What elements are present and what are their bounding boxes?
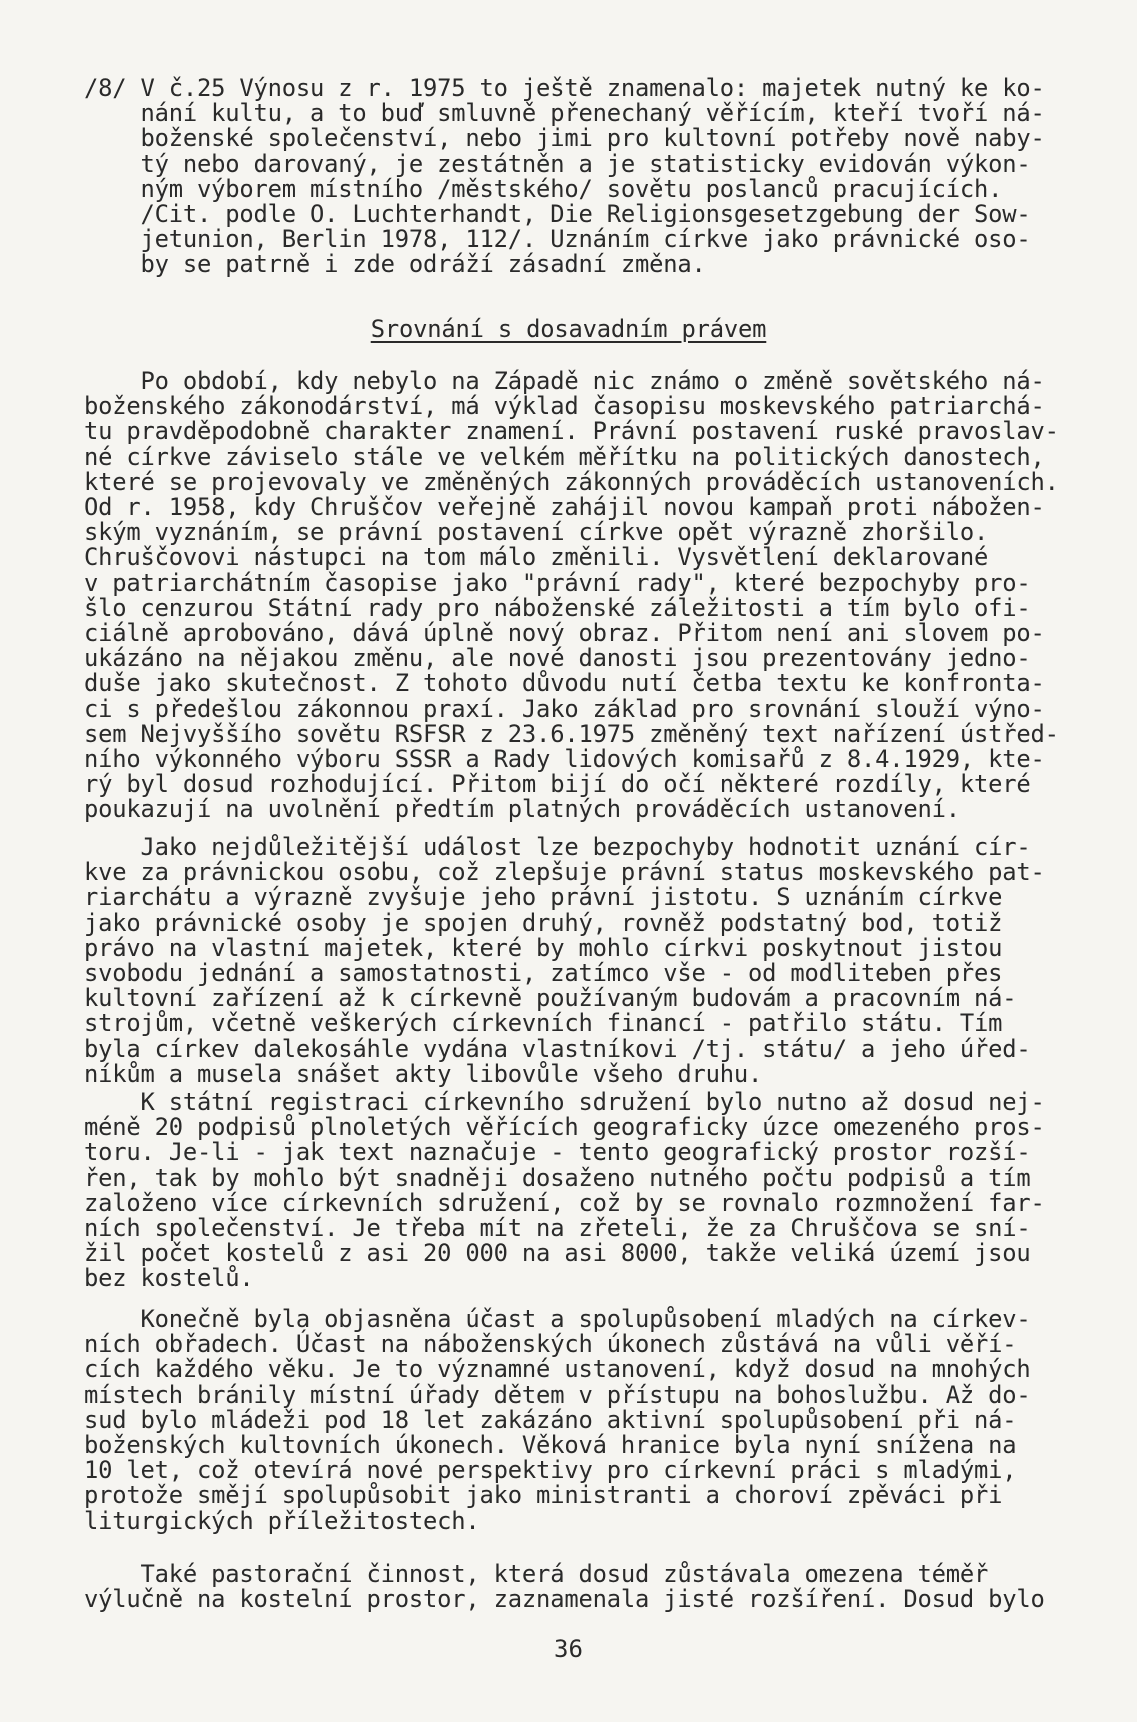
paragraph: Také pastorační činnost, která dosud zůstávala omezena téměř výlučně na kostelní prostor, zaznamenala jisté rozšíření. Dosud bylo <box>84 1560 1045 1614</box>
paragraph: Po období, kdy nebylo na Západě nic známo o změně sovětského ná- boženského zákonodárství, má výklad časopisu moskevského patriarchá- tu pravděpodobně charakter znamení. Právní postavení ruské pravoslav- né církve záviselo stále ve velkém měřítku na politických danostech, které se projevovaly ve změněných zákonných prováděcích ustanoveních. Od r. 1958, kdy Chruščov veřejně zahájil novou kampaň proti nábožen- ským vyznáním, se právní postavení církve opět výrazně zhoršilo. Chruščovovi nástupci na tom málo změnili. Vysvětlení deklarované v patriarchátním časopise jako "právní rady", které bezpochyby pro- šlo cenzurou Státní rady pro náboženské záležitosti a tím bylo ofi- ciálně aprobováno, dává úplně nový obraz. Přitom není ani slovem po- ukázáno na nějakou změnu, ale nové danosti jsou prezentovány jedno- duše jako skutečnost. Z tohoto důvodu nutí četba textu ke konfronta- ci s předešlou zákonnou praxí. Jako základ pro srovnání slouží výno- sem Nejvyššího sovětu RSFSR z 23.6.1975 změněný text nařízení ústřed- ního výkonného výboru SSSR a Rady lidových komisařů z 8.4.1929, kte- rý byl dosud rozhodující. Přitom bijí do očí některé rozdíly, které poukazují na uvolnění předtím platných prováděcích ustanovení. <box>84 367 1059 824</box>
paragraph: Jako nejdůležitější událost lze bezpochyby hodnotit uznání cír- kve za právnickou osobu, což zlepšuje právní status moskevského pat- riarchátu a výrazně zvyšuje jeho právní jistotu. S uznáním církve jako právnické osoby je spojen druhý, rovněž podstatný bod, totiž právo na vlastní majetek, které by mohlo církvi poskytnout jistou svobodu jednání a samostatnosti, zatímco vše - od modliteben přes kultovní zařízení až k církevně používaným budovám a pracovním ná- strojům, včetně veškerých církevních financí - patřilo státu. Tím byla církev dalekosáhle vydána vlastníkovi /tj. státu/ a jeho úřed- níkům a musela snášet akty libovůle všeho druhu. <box>84 833 1045 1088</box>
paragraph: K státní registraci církevního sdružení bylo nutno až dosud nej- méně 20 podpisů plnoletých věřících geograficky úzce omezeného pros- toru. Je-li - jak text naznačuje - tento geografický prostor rozší- řen, tak by mohlo být snadněji dosaženo nutného počtu podpisů a tím založeno více církevních sdružení, což by se rovnalo rozmnožení far- ních společenství. Je třeba mít na zřeteli, že za Chruščova se sní- žil počet kostelů z asi 20 000 na asi 8000, takže veliká území jsou bez kostelů. <box>84 1088 1045 1293</box>
paragraph: Konečně byla objasněna účast a spolupůsobení mladých na církev- ních obřadech. Účast na náboženských úkonech zůstává na vůli věří- cích každého věku. Je to významné ustanovení, když dosud na mnohých místech bránily místní úřady dětem v přístupu na bohoslužbu. Až do- sud bylo mládeži pod 18 let zakázáno aktivní spolupůsobení při ná- boženských kultovních úkonech. Věková hranice byla nyní snížena na 10 let, což otevírá nové perspektivy pro církevní práci s mladými, protože smějí spolupůsobit jako ministranti a choroví zpěváci při liturgických příležitostech. <box>84 1305 1031 1535</box>
page-number: 36 <box>554 1635 583 1663</box>
section-title: Srovnání s dosavadním právem <box>370 315 767 343</box>
footnote: /8/ V č.25 Výnosu z r. 1975 to ještě znamenalo: majetek nutný ke ko- nání kultu, a to buď smluvně přenechaný věřícím, kteří tvoří ná- boženské společenství, nebo jimi pro kultovní potřeby nově naby- tý nebo darovaný, je zestátněn a je statisticky evidován výkon- ným výborem místního /městského/ sovětu poslanců pracujících. /Cit. podle O. Luchterhandt, Die Religionsgesetzgebung der Sow- jetunion, Berlin 1978, 112/. Uznáním církve jako právnické oso- by se patrně i zde odráží zásadní změna. <box>84 74 1045 279</box>
